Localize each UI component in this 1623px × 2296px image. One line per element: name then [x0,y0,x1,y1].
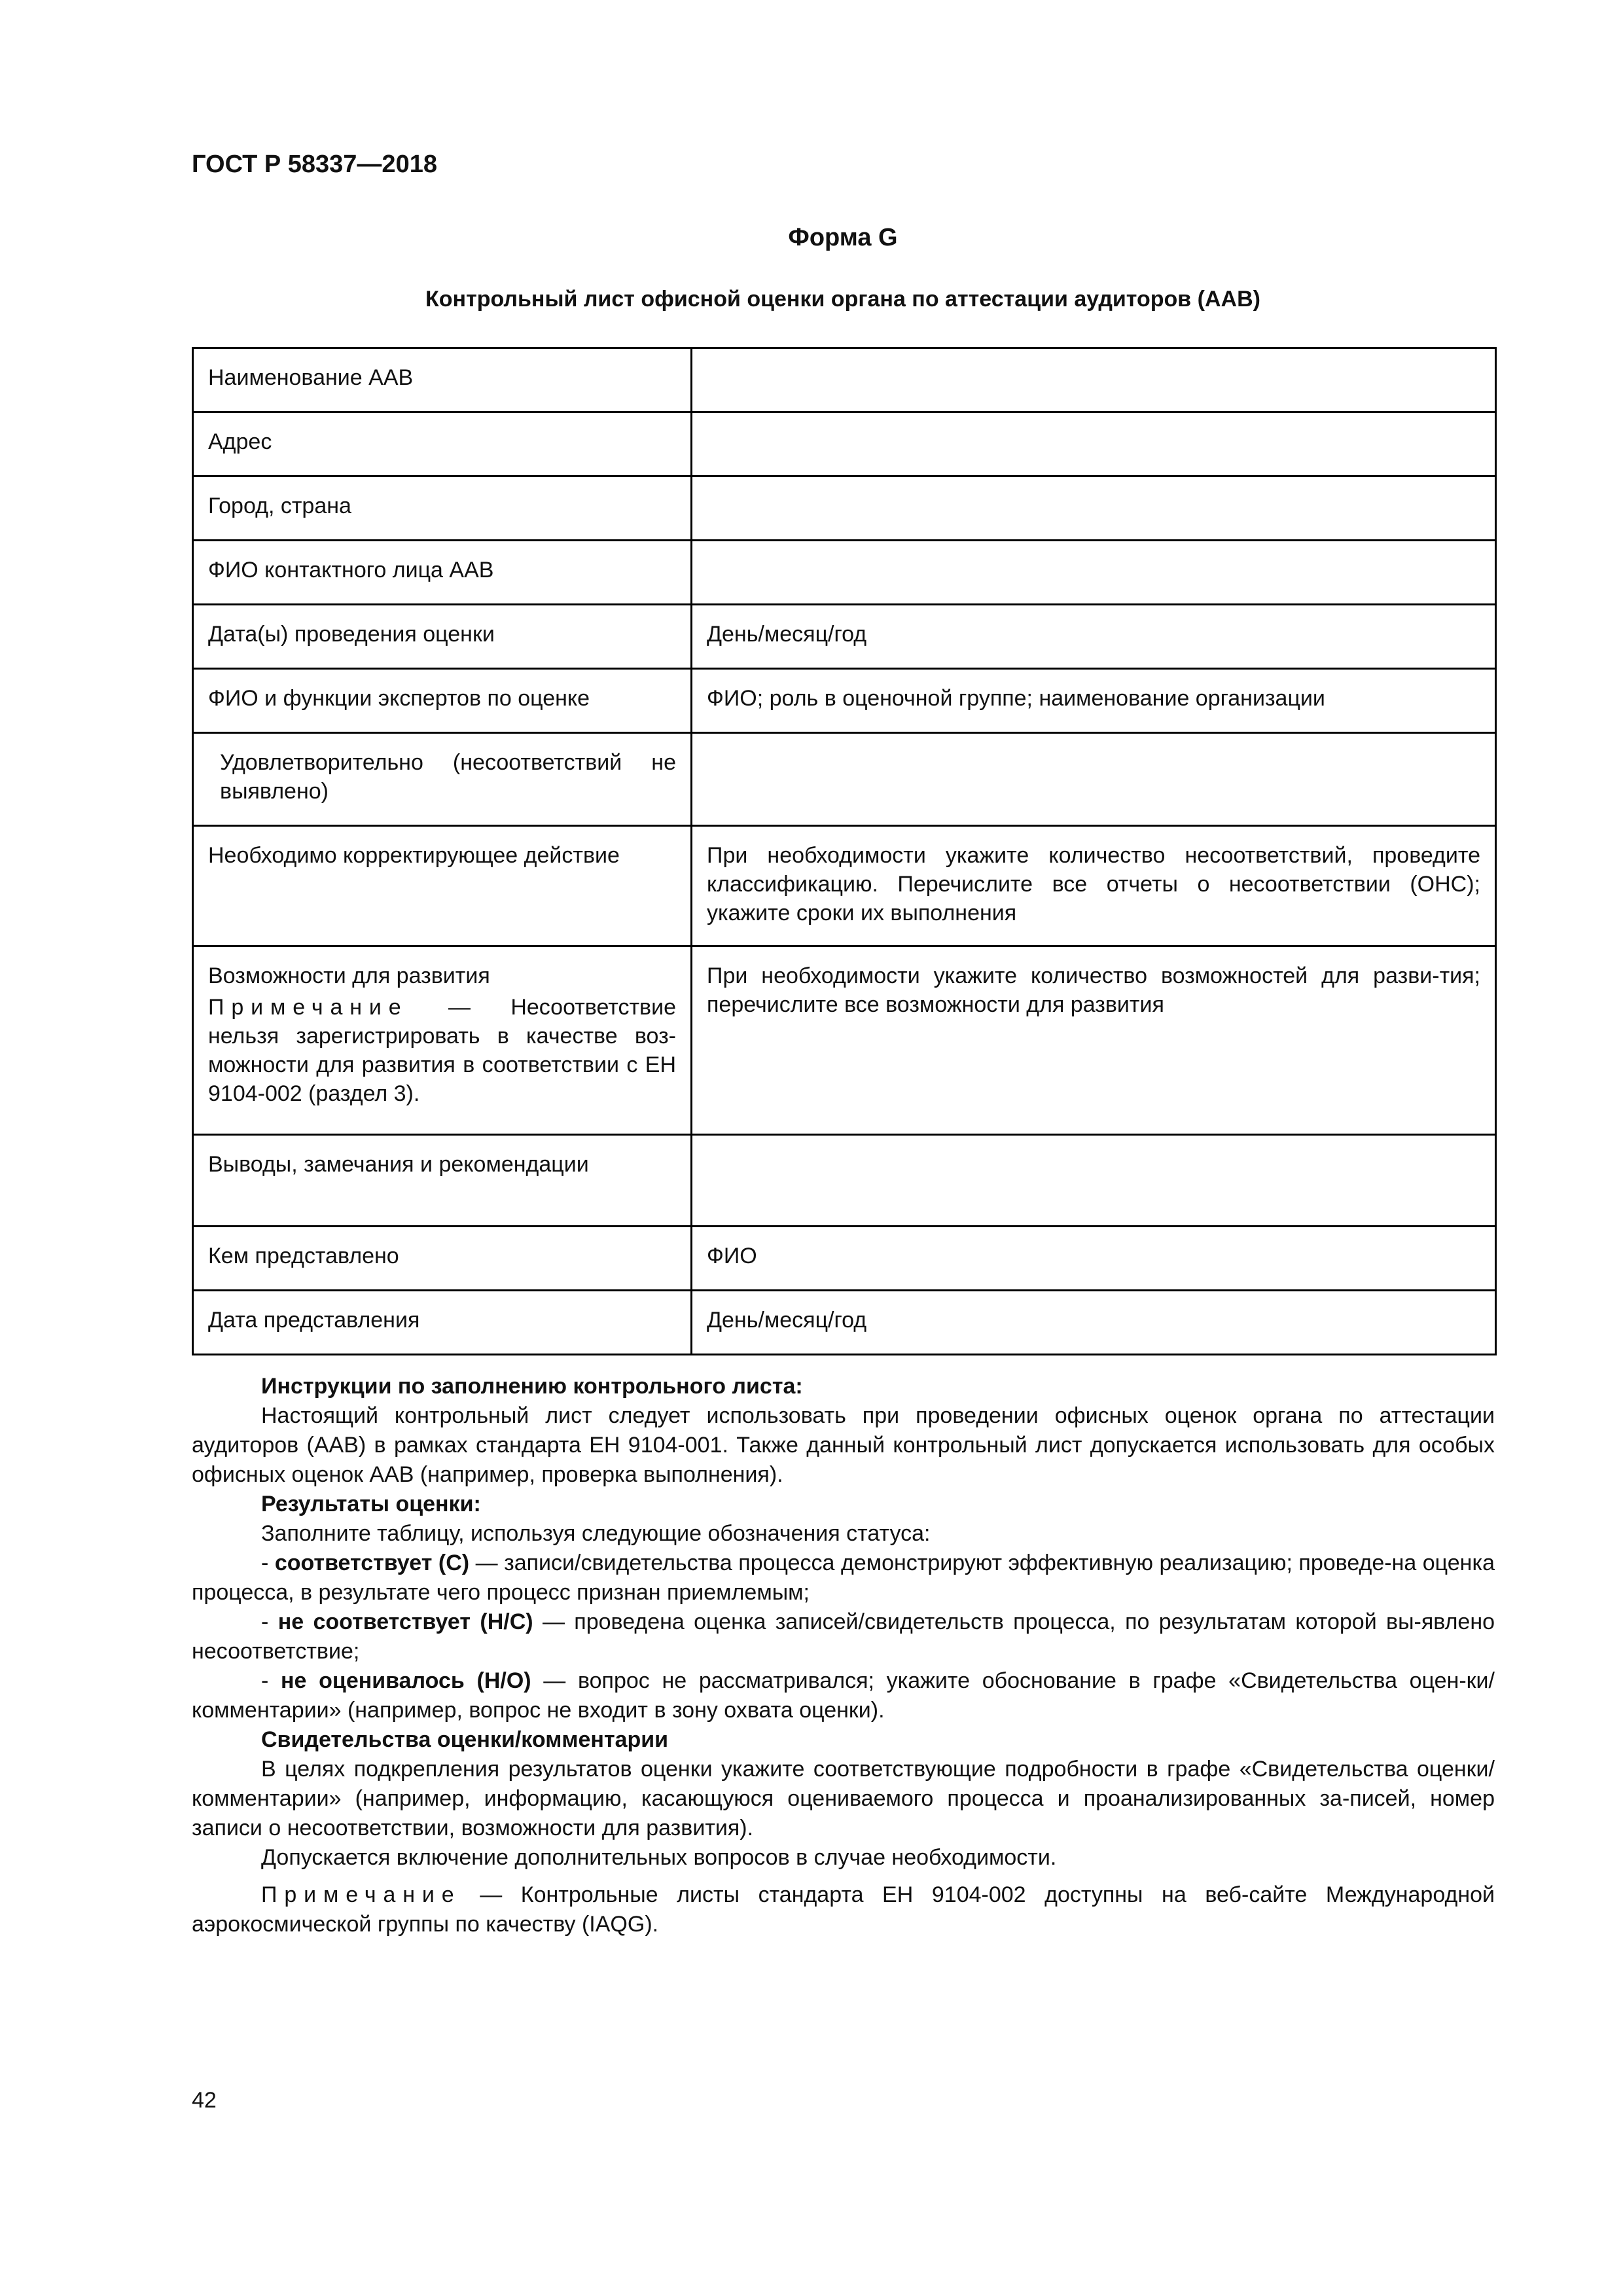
row-label-cell: Выводы, замечания и рекомендации [193,1135,692,1227]
note-text: — Контрольные листы стандарта ЕН 9104-002 доступны на веб-сайте Международной аэрокосмической группы по качеству (IAQG). [192,1882,1495,1937]
row-label-cell: Наименование AAB [193,348,692,412]
row-value-cell: День/месяц/год [692,605,1496,669]
list-dash: - [261,1551,275,1575]
additional-text: Допускается включение дополнительных вопросов в случае необходимости. [261,1845,1057,1870]
status-text: — вопрос не рассматривался; укажите обоснование в графе «Свидетельства оцен-ки/комментарии» (например, вопрос не входит в зону охвата оценки). [192,1668,1495,1723]
form-title: Форма G [788,224,898,251]
row-value-cell [692,412,1496,476]
status-term: не оценивалось (Н/О) [281,1668,531,1693]
row-value-cell [692,348,1496,412]
row-label-cell: Город, страна [193,476,692,541]
table-row [193,348,1496,412]
row-value-cell [692,733,1496,826]
row-label-cell: Необходимо корректирующее действие [193,826,692,946]
form-subtitle: Контрольный лист офисной оценки органа по аттестации аудиторов (AAB) [425,287,1260,312]
row-value-cell: При необходимости укажите количество несоответствий, проведите классификацию. Перечислите все отчеты о несоответствии (ОНС); укажите сроки их выполнения [692,826,1496,946]
row-label-cell: Кем представлено [193,1227,692,1291]
status-text: — записи/свидетельства процесса демонстрируют эффективную реализацию; проведе-на оценка процесса, в результате чего процесс признан приемлемым; [192,1551,1495,1605]
final-note [192,1880,1495,1939]
note-label: Примечание [261,1882,461,1907]
row-label: Возможности для развития [208,963,490,988]
table-row [193,1135,1496,1227]
row-label-cell [193,946,692,1135]
evidence-heading: Свидетельства оценки/комментарии [261,1727,669,1752]
status-item-conforms [192,1549,1495,1607]
results-heading: Результаты оценки: [261,1492,481,1516]
status-item-nonconforms [192,1607,1495,1666]
row-label-cell: ФИО и функции экспертов по оценке [193,669,692,733]
list-dash: - [261,1609,278,1634]
row-value-cell: При необходимости укажите количество возможностей для разви-тия; перечислите все возможности для развития [692,946,1496,1135]
row-label-cell: Дата представления [193,1291,692,1355]
status-item-not-evaluated [192,1666,1495,1725]
list-dash: - [261,1668,281,1693]
status-term: соответствует (С) [274,1551,470,1575]
row-value-cell: ФИО [692,1227,1496,1291]
checklist-table [192,347,1497,1355]
table-row [193,733,1496,826]
note-text: — Несоответствие нельзя зарегистрировать в качестве воз-можности для развития в соответствии с ЕН 9104-002 (раздел 3). [208,995,676,1106]
instructions-section [192,1372,1495,1939]
row-label-cell: Удовлетворительно (несоответствий не выявлено) [193,733,692,826]
table-row [193,412,1496,476]
page-number: 42 [192,2088,217,2113]
instructions-heading: Инструкции по заполнению контрольного листа: [261,1374,803,1399]
table-row [193,1227,1496,1291]
results-intro: Заполните таблицу, используя следующие обозначения статуса: [261,1521,931,1546]
status-text: — проведена оценка записей/свидетельств процесса, по результатам которой вы-явлено несоответствие; [192,1609,1495,1664]
status-term: не соответствует (Н/С) [277,1609,533,1634]
row-label-cell: Адрес [193,412,692,476]
table-row [193,826,1496,946]
table-row [193,605,1496,669]
row-value-cell: День/месяц/год [692,1291,1496,1355]
row-value-cell [692,1135,1496,1227]
row-label-cell: ФИО контактного лица AAB [193,541,692,605]
evidence-text: В целях подкрепления результатов оценки укажите соответствующие подробности в графе «Свидетельства оценки/комментарии» (например, информацию, касающуюся оцениваемого процесса и проанализированных за-писей, номер записи о несоответствии, возможности для развития). [192,1757,1495,1840]
row-label-cell: Дата(ы) проведения оценки [193,605,692,669]
document-code: ГОСТ Р 58337—2018 [192,151,437,178]
row-value-cell [692,476,1496,541]
row-value-cell: ФИО; роль в оценочной группе; наименование организации [692,669,1496,733]
row-value-cell [692,541,1496,605]
table-row [193,541,1496,605]
table-row [193,476,1496,541]
instructions-intro: Настоящий контрольный лист следует использовать при проведении офисных оценок органа по аттестации аудиторов (AAB) в рамках стандарта ЕН 9104-001. Также данный контрольный лист допускается использовать для особых офисных оценок AAB (например, проверка выполнения). [192,1403,1495,1487]
row-note [208,993,676,1108]
table-row [193,1291,1496,1355]
note-label: Примечание [208,995,408,1020]
table-row [193,669,1496,733]
table-row [193,946,1496,1135]
